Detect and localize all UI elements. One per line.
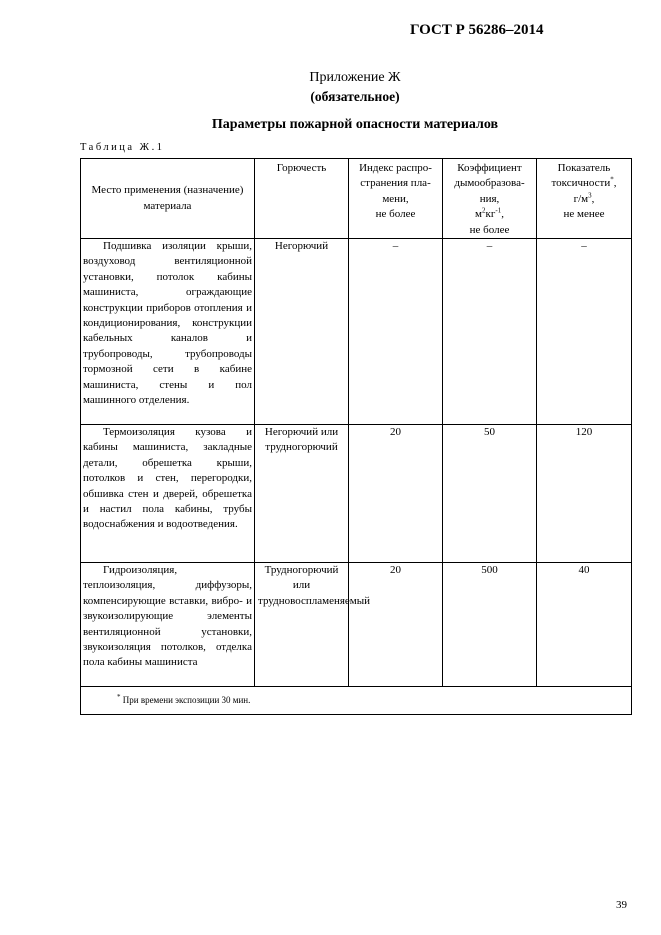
- header-toxicity: Показатель токсичности*, $г/м^3$, не менее: [537, 159, 632, 239]
- flame-spread-cell: 20: [349, 425, 443, 563]
- smoke-cell: –: [443, 239, 537, 425]
- combustibility-cell: Трудногорючий или трудновоспламеняемый: [255, 563, 349, 687]
- table-row: [81, 425, 632, 563]
- section-title: Параметры пожарной опасности материалов: [211, 117, 499, 132]
- flame-spread-cell: 20: [349, 563, 443, 687]
- smoke-cell: 50: [443, 425, 537, 563]
- fire-parameters-table: [80, 158, 632, 715]
- document-code: ГОСТ Р 56286–2014: [410, 22, 544, 38]
- table-label: Таблица Ж.1: [80, 142, 165, 153]
- table-row: [81, 239, 632, 425]
- place-cell: Термоизоляция кузова и кабины машиниста, закладные детали, обрешетка крыши, потолков и стен, перегородки, обшивка стен и дверей, обрешетка и настил пола кабины, трубы водоснабжения и водоотведения.: [81, 425, 255, 563]
- toxicity-unit: $г/м^3$,: [573, 191, 595, 205]
- place-cell: Гидроизоляция, теплоизоляция, диффузоры, компенсирующие вставки, вибро- и звукоизолирующие элементы вентиляционной установки, звукоизоляция потолков, отделка пола кабины машиниста: [81, 563, 255, 687]
- page-number: 39: [616, 899, 627, 911]
- place-cell: Подшивка изоляции крыши, воздуховод вентиляционной установки, потолок кабины машиниста, ограждающие конструкции приборов отопления и кондиционирования, конструкции кабельных каналов и трубопроводы, трубопроводы тормозной сети в кабине машиниста, стены и пол машинного отделения.: [81, 239, 255, 425]
- toxicity-cell: –: [537, 239, 632, 425]
- toxicity-cell: 40: [537, 563, 632, 687]
- smoke-unit: $м^2кг^{-1}$,: [475, 206, 504, 221]
- header-combustibility: Горючесть: [255, 159, 349, 239]
- table-header-row: [81, 159, 632, 239]
- header-smoke-coefficient: Коэффициент дымообразова- ния, $м^2кг^{-1}$, не более: [443, 159, 537, 239]
- smoke-cell: 500: [443, 563, 537, 687]
- appendix-status: (обязательное): [310, 89, 400, 104]
- header-place-text: Место применения (назначение) материала: [91, 184, 244, 212]
- footnote-row: [81, 687, 632, 715]
- header-flame-spread: Индекс распро- странения пла- мени, не более: [349, 159, 443, 239]
- flame-spread-cell: –: [349, 239, 443, 425]
- table-row: [81, 563, 632, 687]
- combustibility-cell: Негорючий или трудногорючий: [255, 425, 349, 563]
- combustibility-cell: Негорючий: [255, 239, 349, 425]
- appendix-title: Приложение Ж: [309, 70, 401, 85]
- header-place: [81, 159, 255, 239]
- table-footnote: * При времени экспозиции 30 мин.: [81, 687, 632, 715]
- toxicity-cell: 120: [537, 425, 632, 563]
